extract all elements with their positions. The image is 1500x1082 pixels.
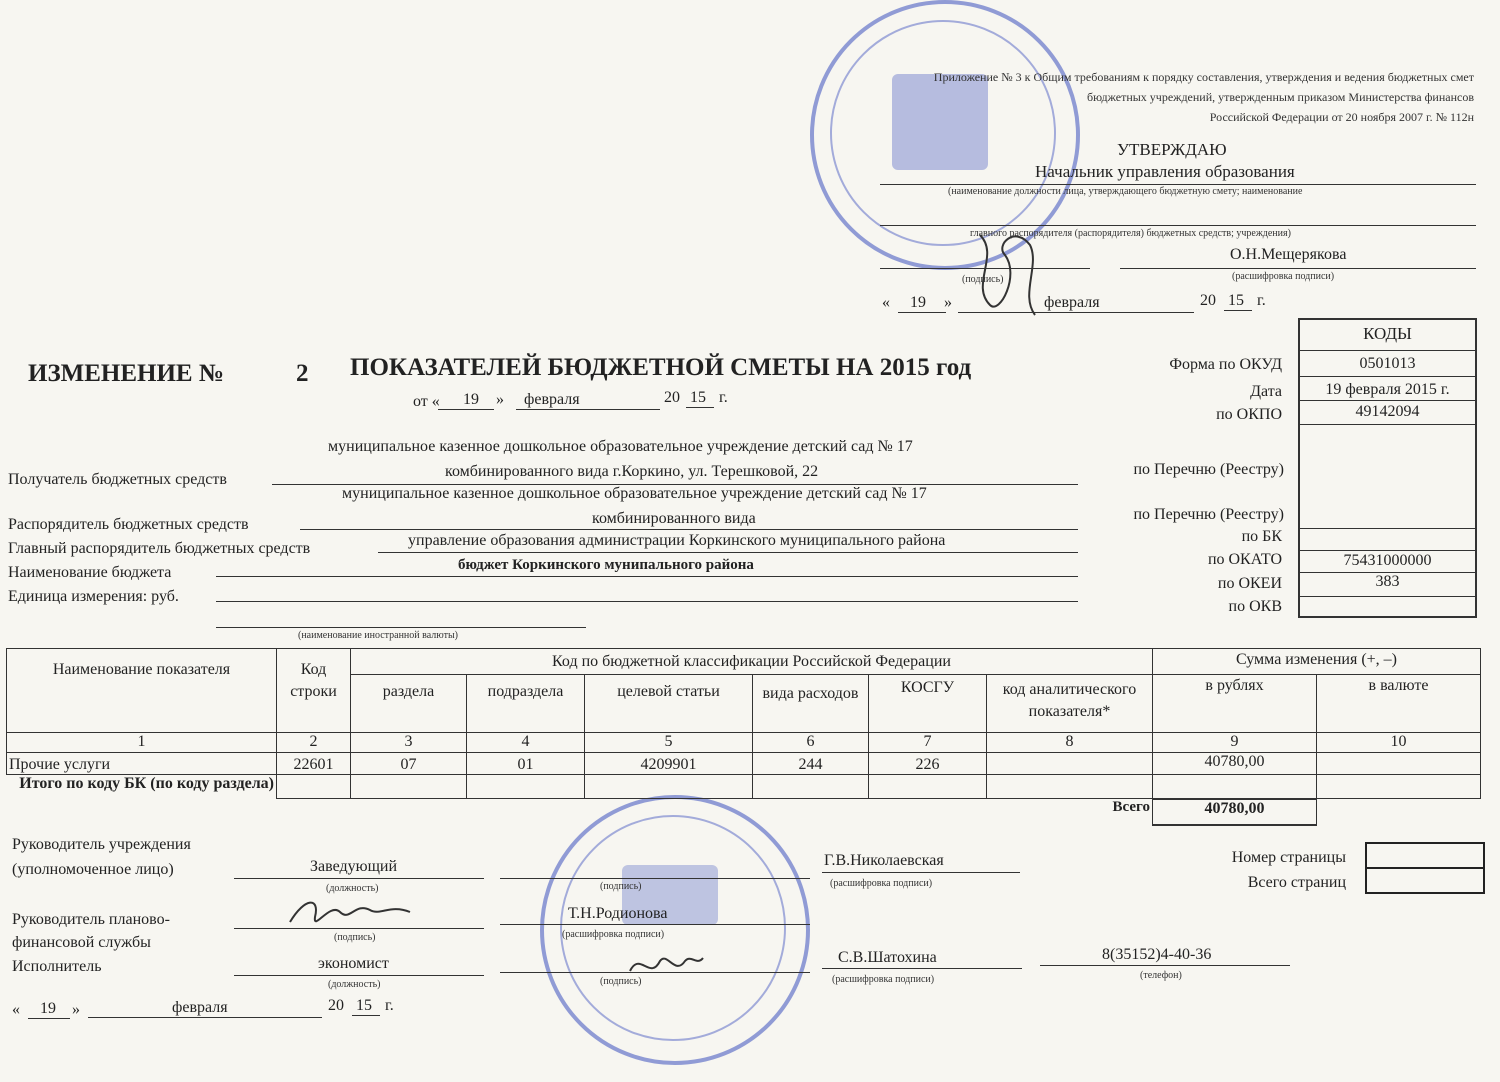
header-note-line1: Приложение № 3 к Общим требованиям к порядку составления, утверждения и ведения бюджетных смет [933, 70, 1474, 84]
doc-title-prefix: ИЗМЕНЕНИЕ № [28, 360, 224, 387]
doc-date-year: 15 [690, 389, 706, 406]
th-code: Код строки [277, 649, 351, 733]
fin-cap-signature: (подпись) [334, 932, 376, 943]
row-cur [1317, 753, 1481, 775]
label-okpo: по ОКПО [1216, 406, 1282, 423]
sign-date-day: 19 [40, 1000, 56, 1017]
th-analytic: код аналитического показателя* [987, 675, 1153, 733]
th-bk: Код по бюджетной классификации Российской Федерации [351, 649, 1153, 675]
total-row [7, 799, 1481, 825]
col-num: 6 [753, 733, 869, 753]
label-registry1: по Перечню (Реестру) [1133, 461, 1284, 478]
pages-total-label: Всего страниц [1247, 874, 1346, 891]
total-value: 40780,00 [1153, 799, 1317, 825]
row-subsection: 01 [467, 753, 585, 775]
exec-cap-position: (должность) [328, 979, 381, 990]
label-bk: по БК [1241, 528, 1282, 545]
header-note-line3: Российской Федерации от 20 ноября 2007 г. № 112н [1209, 110, 1474, 124]
row-rub: 40780,00 [1153, 753, 1317, 775]
th-subsection: подраздела [467, 675, 585, 733]
doc-date-day: 19 [463, 391, 479, 408]
exec-cap-signature: (подпись) [600, 976, 642, 987]
sign-date-open: « [12, 1001, 20, 1018]
col-num: 7 [869, 733, 987, 753]
head-label2: (уполномоченное лицо) [12, 861, 174, 878]
approval-date-open: « [882, 294, 890, 311]
exec-cap-phone: (телефон) [1140, 970, 1182, 981]
col-num: 1 [7, 733, 277, 753]
approval-signer: О.Н.Мещерякова [1230, 246, 1347, 263]
unit-label: Единица измерения: руб. [8, 588, 179, 605]
exec-position: экономист [318, 955, 389, 972]
codes-okud: 0501013 [1300, 350, 1475, 376]
codes-title: КОДЫ [1363, 324, 1412, 343]
doc-date-year-suffix: г. [719, 389, 728, 406]
signature-scribble-icon [960, 215, 1050, 325]
distributor-label: Распорядитель бюджетных средств [8, 516, 249, 533]
header-note-line2: бюджетных учреждений, утвержденным приказом Министерства финансов [1087, 90, 1474, 104]
label-okv: по ОКВ [1228, 598, 1282, 615]
col-num: 5 [585, 733, 753, 753]
th-rub: в рублях [1153, 675, 1317, 733]
stamp-emblem-icon [892, 74, 988, 170]
doc-date-month: февраля [524, 391, 580, 408]
total-bk-row [7, 775, 1481, 799]
row-kosgu: 226 [869, 753, 987, 775]
approval-date-year-suffix: г. [1257, 292, 1266, 309]
signature-scribble-icon [285, 892, 415, 937]
doc-date-year-prefix: 20 [664, 389, 680, 406]
row-code: 22601 [277, 753, 351, 775]
col-num: 2 [277, 733, 351, 753]
row-exp: 244 [753, 753, 869, 775]
label-date: Дата [1250, 383, 1282, 400]
col-num: 8 [987, 733, 1153, 753]
page-no-label: Номер страницы [1231, 849, 1346, 866]
fin-label1: Руководитель планово- [12, 911, 170, 928]
doc-date-from: от « [413, 393, 440, 410]
codes-okpo: 49142094 [1300, 400, 1475, 424]
th-sum: Сумма изменения (+, –) [1153, 649, 1481, 675]
approval-date-month: февраля [1044, 294, 1100, 311]
codes-bk [1300, 528, 1475, 550]
approval-date-day: 19 [910, 294, 926, 311]
sign-date-close: » [72, 1001, 80, 1018]
estimate-table [6, 648, 1481, 826]
head-label1: Руководитель учреждения [12, 836, 191, 853]
signature-scribble-icon [625, 946, 705, 986]
budget-label: Наименование бюджета [8, 564, 172, 581]
row-target: 4209901 [585, 753, 753, 775]
head-cap-decode: (расшифровка подписи) [830, 878, 933, 889]
th-name: Наименование показателя [7, 649, 277, 733]
sign-date-year: 15 [356, 997, 372, 1014]
exec-phone: 8(35152)4-40-36 [1102, 946, 1212, 963]
approval-title: УТВЕРЖДАЮ [1117, 140, 1227, 159]
main-distributor-value: управление образования администрации Коркинского муниципального района [408, 532, 946, 549]
col-num: 10 [1317, 733, 1481, 753]
approval-position: Начальник управления образования [1035, 162, 1295, 181]
exec-label: Исполнитель [12, 958, 102, 975]
currency-caption: (наименование иностранной валюты) [298, 630, 458, 641]
col-num: 3 [351, 733, 467, 753]
head-name: Г.В.Николаевская [824, 852, 944, 869]
row-name: Прочие услуги [7, 753, 277, 775]
approval-date-year-prefix: 20 [1200, 292, 1216, 309]
doc-title-text: ПОКАЗАТЕЛЕЙ БЮДЖЕТНОЙ СМЕТЫ НА 2015 год [350, 354, 972, 381]
approval-caption-signature: (подпись) [962, 274, 1004, 285]
label-okato: по ОКАТО [1207, 551, 1282, 568]
sign-date-year-prefix: 20 [328, 997, 344, 1014]
total-bk-label: Итого по коду БК (по коду раздела) [7, 775, 277, 799]
approval-date-close: » [944, 294, 952, 311]
approval-caption-decode: (расшифровка подписи) [1232, 271, 1335, 282]
total-label: Всего [7, 799, 1153, 825]
codes-okei: 383 [1300, 572, 1475, 596]
th-cur: в валюте [1317, 675, 1481, 733]
row-analytic [987, 753, 1153, 775]
approval-caption-distributor: главного распорядителя (распорядителя) бюджетных средств; учреждения) [970, 228, 1291, 239]
label-registry2: по Перечню (Реестру) [1133, 506, 1284, 523]
th-exp: вида расходов [753, 675, 869, 733]
label-okud: Форма по ОКУД [1169, 356, 1282, 373]
fin-label2: финансовой службы [12, 934, 151, 951]
approval-date-year: 15 [1228, 292, 1244, 309]
head-position: Заведующий [310, 858, 398, 875]
approval-caption-position: (наименование должности лица, утверждающего бюджетную смету; наименование [948, 186, 1303, 197]
fin-cap-decode: (расшифровка подписи) [562, 929, 665, 940]
recipient-line1: муниципальное казенное дошкольное образовательное учреждение детский сад № 17 [328, 438, 913, 455]
distributor-line2: комбинированного вида [592, 510, 756, 527]
exec-name: С.В.Шатохина [838, 949, 937, 966]
label-okei: по ОКЕИ [1217, 575, 1282, 592]
codes-okato: 75431000000 [1300, 550, 1475, 572]
table-row [7, 753, 1481, 775]
head-cap-signature: (подпись) [600, 881, 642, 892]
head-cap-position: (должность) [326, 883, 379, 894]
col-num: 4 [467, 733, 585, 753]
doc-date-close: » [496, 391, 504, 408]
main-distributor-label: Главный распорядитель бюджетных средств [8, 540, 311, 557]
codes-okv [1300, 596, 1475, 618]
exec-cap-decode: (расшифровка подписи) [832, 974, 935, 985]
page-no-box [1365, 842, 1485, 869]
pages-total-box [1365, 867, 1485, 894]
row-section: 07 [351, 753, 467, 775]
th-section: раздела [351, 675, 467, 733]
recipient-line2: комбинированного вида г.Коркино, ул. Терешковой, 22 [445, 463, 819, 480]
codes-date: 19 февраля 2015 г. [1300, 376, 1475, 400]
th-kosgu: КОСГУ [869, 675, 987, 733]
col-num: 9 [1153, 733, 1317, 753]
recipient-label: Получатель бюджетных средств [8, 471, 227, 488]
budget-value: бюджет Коркинского мунипального района [458, 557, 754, 573]
codes-registry1 [1300, 424, 1475, 528]
sign-date-month: февраля [172, 999, 228, 1016]
doc-title-number: 2 [296, 360, 309, 387]
codes-box [1298, 318, 1477, 618]
fin-name: Т.Н.Родионова [568, 905, 668, 922]
th-target: целевой статьи [585, 675, 753, 733]
distributor-line1: муниципальное казенное дошкольное образовательное учреждение детский сад № 17 [342, 485, 927, 502]
sign-date-year-suffix: г. [385, 997, 394, 1014]
